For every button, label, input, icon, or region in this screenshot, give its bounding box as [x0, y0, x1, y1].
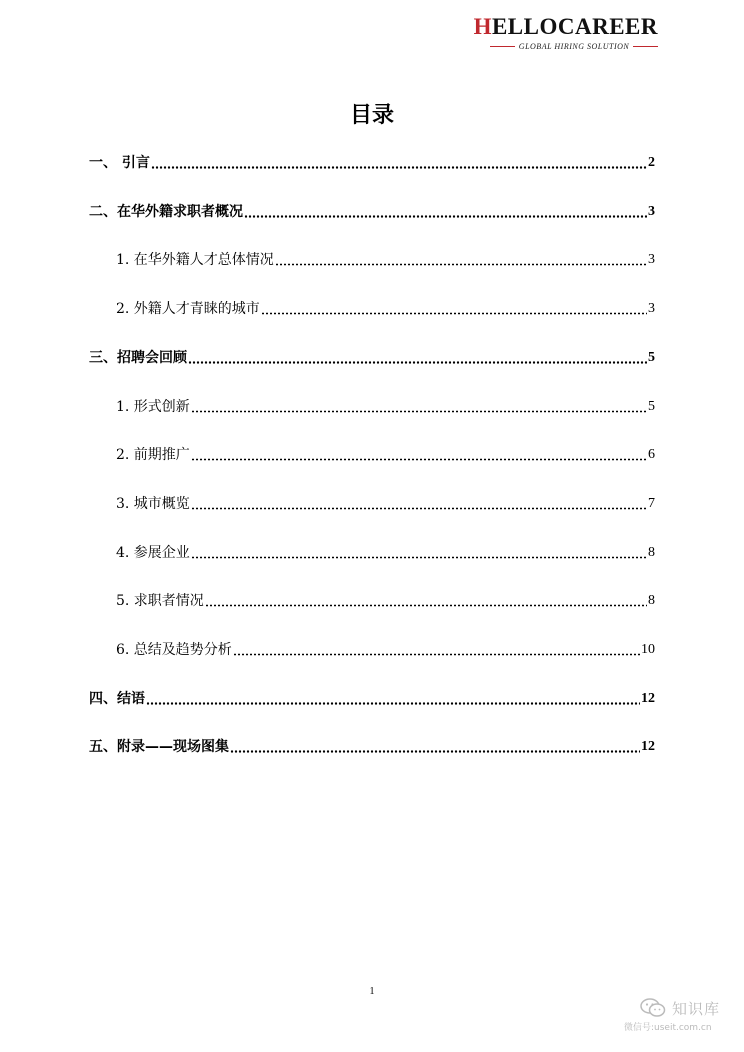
toc-dot-leader	[146, 693, 640, 705]
toc-entry-page: 5	[648, 398, 655, 414]
toc-entry[interactable]	[89, 349, 655, 367]
toc-entry-page: 10	[641, 642, 655, 657]
watermark	[624, 998, 734, 1038]
toc-entry-page: 7	[648, 495, 655, 511]
toc-title: 目录	[349, 103, 394, 128]
toc-entry[interactable]	[89, 690, 655, 708]
logo-rule-left	[490, 46, 515, 47]
toc-dot-leader	[244, 206, 647, 218]
company-logo	[473, 14, 658, 54]
toc-entry-page: 8	[648, 593, 655, 609]
toc-dot-leader	[205, 595, 647, 607]
toc-entry[interactable]	[116, 641, 655, 659]
toc-entry-title: 4. 参展企业	[116, 544, 190, 561]
toc-entry-page: 6	[648, 447, 655, 463]
logo-wordmark-rest: ELLOCAREER	[491, 14, 658, 39]
toc-entry-title: 6. 总结及趋势分析	[116, 642, 232, 658]
watermark-name: 知识库	[672, 1000, 721, 1018]
toc-entry-title: 2. 外籍人才青睐的城市	[116, 301, 260, 318]
toc-entry[interactable]	[116, 544, 655, 562]
toc-entry-title: 五、附录——现场图集	[89, 739, 229, 756]
toc-entry-title: 四、结语	[89, 690, 145, 707]
toc-entry[interactable]	[116, 300, 655, 318]
toc-entry-page: 3	[648, 203, 655, 219]
toc-entry-page: 12	[641, 739, 655, 755]
toc-entry[interactable]	[116, 446, 655, 464]
toc-entry[interactable]	[89, 203, 655, 221]
toc-entry[interactable]	[116, 398, 655, 416]
page-number: 1	[369, 986, 375, 997]
toc-entry-title: 1. 在华外籍人才总体情况	[116, 252, 274, 269]
toc-dot-leader	[233, 644, 640, 656]
toc-entry-title: 二、在华外籍求职者概况	[89, 203, 243, 220]
toc-dot-leader	[230, 741, 640, 753]
toc-entry-title: 3. 城市概览	[116, 495, 190, 512]
toc-entry-page: 8	[648, 544, 655, 560]
toc-entry-page: 12	[641, 690, 655, 706]
toc-dot-leader	[151, 157, 647, 169]
toc-dot-leader	[275, 254, 647, 266]
toc-dot-leader	[191, 401, 647, 413]
toc-entry[interactable]	[116, 251, 655, 269]
wechat-icon	[640, 998, 666, 1018]
logo-tagline: GLOBAL HIRING SOLUTION	[518, 42, 630, 51]
toc-entry-page: 3	[648, 252, 655, 268]
toc-entry-title: 一、 引言	[89, 155, 150, 171]
toc-entry-page: 5	[648, 349, 655, 365]
toc-dot-leader	[191, 498, 647, 510]
toc-dot-leader	[188, 352, 647, 364]
watermark-account: 微信号:useit.com.cn	[624, 1023, 712, 1033]
logo-rule-right	[633, 46, 658, 47]
toc-entry-page: 3	[648, 301, 655, 317]
toc-entry[interactable]	[116, 592, 655, 610]
toc-entry-title: 2. 前期推广	[116, 447, 190, 464]
logo-wordmark	[474, 14, 658, 40]
logo-tagline-row	[490, 42, 658, 51]
toc-entry[interactable]	[116, 495, 655, 513]
toc-entry[interactable]	[89, 738, 655, 756]
toc-entry[interactable]	[89, 154, 655, 172]
toc-entry-title: 1. 形式创新	[116, 398, 190, 415]
toc-dot-leader	[261, 303, 647, 315]
toc-entry-title: 5. 求职者情况	[116, 593, 204, 610]
toc-dot-leader	[191, 449, 647, 461]
toc-entry-page: 2	[648, 155, 655, 170]
toc-dot-leader	[191, 547, 647, 559]
logo-initial: H	[473, 14, 492, 39]
toc-entry-title: 三、招聘会回顾	[89, 349, 187, 366]
